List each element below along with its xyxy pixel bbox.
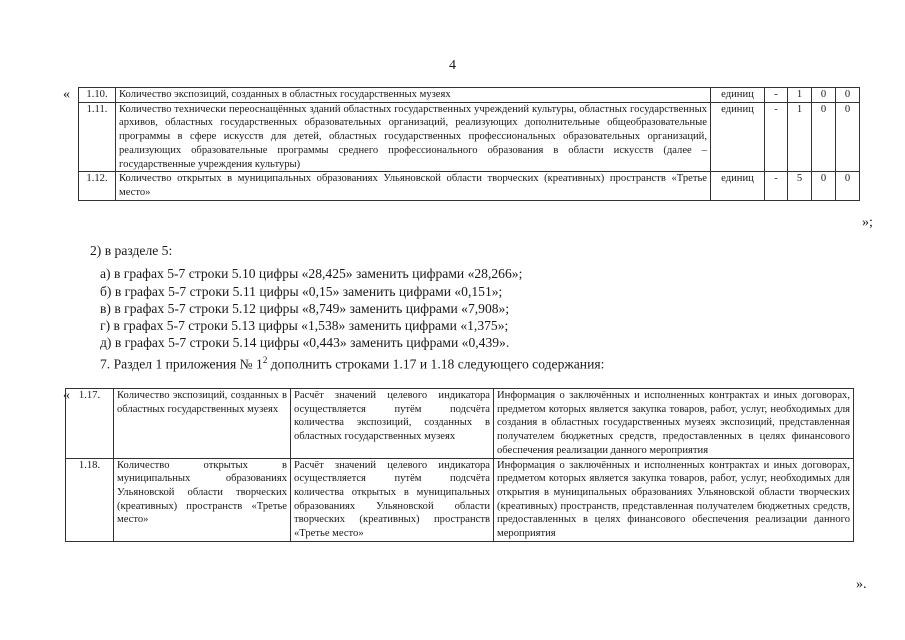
calculation-method: Расчёт значений целевого индикатора осуществляется путём подсчёта количества открытых в муниципальных образованиях Ульяновской области творческих (креативных) пространств «Третье место» <box>291 458 494 541</box>
row-number: 1.17. <box>66 389 114 459</box>
row-number: 1.18. <box>66 458 114 541</box>
open-quote-table1: « <box>63 87 70 102</box>
unit-cell: единиц <box>711 172 765 200</box>
table-row <box>79 172 860 200</box>
indicator-name: Количество открытых в муниципальных образованиях Ульяновской области творческих (креативных) пространств «Третье место» <box>116 172 711 200</box>
calculation-method: Расчёт значений целевого индикатора осуществляется путём подсчёта количества экспозиций, созданных в областных государственных музеях <box>291 389 494 459</box>
section-2-heading: 2) в разделе 5: <box>90 243 173 258</box>
row-number: 1.11. <box>79 102 116 172</box>
unit-cell: единиц <box>711 88 765 103</box>
amendment-item: в) в графах 5-7 строки 5.12 цифры «8,749» заменить цифрами «7,908»; <box>100 301 510 316</box>
open-quote-table2: « <box>63 388 70 403</box>
amendment-item: б) в графах 5-7 строки 5.11 цифры «0,15» заменить цифрами «0,151»; <box>100 284 503 299</box>
close-quote-table1: »; <box>862 215 873 230</box>
row-number: 1.10. <box>79 88 116 103</box>
indicator-methodology-table <box>65 388 854 542</box>
dash-cell: - <box>765 88 788 103</box>
value-cell: 1 <box>788 88 812 103</box>
table-row <box>66 389 854 459</box>
section-7-superscript: 2 <box>262 355 268 365</box>
dash-cell: - <box>765 172 788 200</box>
value-cell: 1 <box>788 102 812 172</box>
value-cell: 5 <box>788 172 812 200</box>
section-7-suffix: дополнить строками 1.17 и 1.18 следующего содержания: <box>267 356 605 372</box>
data-source: Информация о заключённых и исполненных контрактах и иных договорах, предметом которых является закупка товаров, работ, услуг, необходимых для открытия в муниципальных образованиях Ульяновской области творческих (креативных) пространств, представленная получателем бюджетных средств, предоставленных в целях финансового обеспечения реализации данного мероприятия <box>494 458 854 541</box>
value-cell: 0 <box>836 172 860 200</box>
table-row <box>66 458 854 541</box>
indicator-name: Количество экспозиций, созданных в областных государственных музеях <box>114 389 291 459</box>
value-cell: 0 <box>836 102 860 172</box>
section-7-prefix: 7. Раздел 1 приложения № 1 <box>100 356 263 372</box>
indicator-values-table <box>78 87 860 201</box>
dash-cell: - <box>765 102 788 172</box>
unit-cell: единиц <box>711 102 765 172</box>
amendment-item: г) в графах 5-7 строки 5.13 цифры «1,538» заменить цифрами «1,375»; <box>100 318 509 333</box>
section-7-paragraph <box>100 352 604 373</box>
indicator-name: Количество технически переоснащённых зданий областных государственных учреждений культуры, областных государственных архивов, областных государственных образовательных организаций, реализующих дополнительные общеобразовательные программы в сфере искусств для детей, областных государственных профессиональных образовательных организаций, реализующих образовательные программы среднего профессионального образования в области искусств (далее – государственные учреждения культуры) <box>116 102 711 172</box>
indicator-name: Количество экспозиций, созданных в областных государственных музеях <box>116 88 711 103</box>
page-number: 4 <box>449 58 456 73</box>
value-cell: 0 <box>836 88 860 103</box>
amendment-item: д) в графах 5-7 строки 5.14 цифры «0,443» заменить цифрами «0,439». <box>100 335 510 350</box>
value-cell: 0 <box>812 88 836 103</box>
amendment-item: а) в графах 5-7 строки 5.10 цифры «28,425» заменить цифрами «28,266»; <box>100 266 523 281</box>
close-quote-table2: ». <box>856 577 867 592</box>
data-source: Информация о заключённых и исполненных контрактах и иных договорах, предметом которых является закупка товаров, работ, услуг, необходимых для создания в областных государственных музеях экспозиций, представленная получателем бюджетных средств, предоставленных в целях финансового обеспечения реализации данного мероприятия <box>494 389 854 459</box>
table-row <box>79 102 860 172</box>
row-number: 1.12. <box>79 172 116 200</box>
indicator-name: Количество открытых в муниципальных образованиях Ульяновской области творческих (креативных) пространств «Третье место» <box>114 458 291 541</box>
value-cell: 0 <box>812 102 836 172</box>
value-cell: 0 <box>812 172 836 200</box>
table-row <box>79 88 860 103</box>
